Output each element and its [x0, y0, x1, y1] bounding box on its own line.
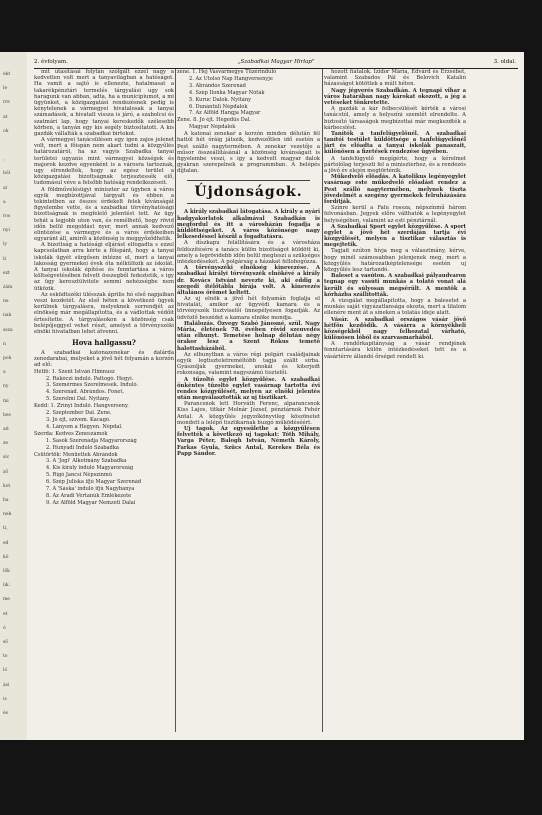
binding-fragment: me	[3, 597, 10, 603]
binding-fragment: ze	[3, 441, 9, 447]
news-item-lead: A tűzoltó egylet közgyűlése. A szabadkai önkéntes tűzoltó egylet vasárnap tartotta évi rendes közgyűlését, melyen az elnöki jelentés után megválasztották az uj tisztikart.	[177, 376, 320, 402]
binding-fragment: ezt	[3, 270, 10, 276]
schedule-item: 4. Szerenád. Ábrándos. Fonet.	[46, 389, 125, 396]
binding-fragment: to	[3, 654, 8, 660]
binding-fragment: ási	[3, 682, 10, 688]
news-item-text: A tanfelügyelő megígérte, hogy a kérelmet pártolólag terjeszti fel a miniszterhez, és a rendezés a jövő év elején megtörténik.	[324, 155, 466, 174]
binding-fragment: rre	[3, 100, 10, 106]
news-item-text: hozott fiatalok. Izidor Mária, Edvárd és Erzsébet, valamint Szabados Pál és Belovich Katalin házasságot kötöttek a múlt héten.	[324, 69, 466, 88]
news-item-lead: Baleset a vasúton. A szabadkai pályaudvaron tegnap egy vasúti munkás a tolató vonat alá került és súlyosan megsérült. A mentők a kórházba szállították.	[324, 273, 466, 298]
column-right	[324, 69, 466, 732]
binding-fragment: lők	[3, 569, 10, 574]
binding-fragment: pok	[3, 356, 12, 361]
news-section-headline: Újdonságok.	[187, 180, 310, 204]
binding-fragment: és	[3, 711, 8, 716]
binding-fragment: ba	[3, 498, 9, 503]
schedule-item: 6. Szép Juliska ifjú Magyar Szerenád	[46, 479, 142, 486]
binding-fragment: is	[3, 696, 7, 702]
concert-schedule-continued	[177, 69, 320, 131]
news-list	[324, 69, 466, 360]
binding-fragment: ük.	[3, 583, 11, 589]
binding-fragment: zám	[3, 285, 13, 290]
schedule-item: 3. A 'Jogi' Alkotmány Szabadka	[46, 458, 127, 465]
news-list	[177, 209, 320, 457]
header-title: „Szabadkai Magyar Hirlap"	[237, 59, 315, 65]
schedule-item: Szerda: Kedves Zeneszámok	[34, 430, 108, 437]
schedule-item: 3. Ábrándos Szerenád	[189, 82, 246, 89]
schedule-item: 7. Az Alföld Hangja Magyar	[189, 110, 261, 117]
news-item-lead: Vásár. A szabadkai országos vásár jövő hétfőn kezdődik. A vásárra a környékbeli községekből nagy felhozatal várható, különösen lóból és szarvasmarhából.	[324, 316, 466, 342]
schedule-item: 5. Rigó Jancsi Népszínmű	[46, 472, 113, 479]
binding-fragment: at	[3, 114, 8, 120]
news-item-lead: Uj tagok. Az egyesületbe a közgyűlésen felvették a következő uj tagokat: Tóth Mihály, Varga Péter, Balogh István, Németh Károly, Farkas Gyula, Szűcs Antal, Kerekes Béla és Papp Sándor.	[177, 426, 320, 457]
binding-fragment: ti,	[3, 526, 8, 532]
schedule-item: 3. Jó éjt, szívem. Kacagó.	[46, 416, 111, 423]
news-item-text: Parancsnok lett Horváth Ferenc, alparancsnok Kiss Lajos, titkár Molnár József, pénztárnok Fehér Antal. A közgyűlés jegyzőkönyvileg köszönetet mondott a lelépő tisztikarnak buzgó működéséért.	[177, 401, 320, 426]
schedule-item: 4. Lányom a Hegyen. Népdal.	[46, 423, 123, 430]
binding-fragment: ló	[3, 668, 8, 674]
binding-fragment: ny	[3, 384, 9, 390]
binding-fragment: a	[3, 199, 6, 205]
schedule-item: 5. Szerelmi Dal. Nyitány.	[46, 396, 110, 403]
binding-fragment: ssza	[3, 327, 13, 333]
binding-fragment: ly	[3, 242, 7, 248]
schedule-item: 4. Szép Ilonka Magyar Nóták	[189, 89, 265, 96]
header-volume: 2. évfolyam.	[34, 59, 68, 65]
binding-fragment: ti	[3, 256, 7, 262]
news-item-text: Színre kerül a Falu rossza, népszínmű három felvonásban. Jegyek előre válthatók a legényegylet helyiségében, valamint az esti pénztárnál.	[324, 205, 466, 224]
concert-schedule	[34, 369, 174, 507]
column-middle	[177, 69, 320, 732]
binding-fragment: nyi	[3, 228, 10, 234]
schedule-item: Kedd: 1. Zrínyi Induló. Hangverseny.	[34, 403, 129, 410]
article-paragraph: A földművelésügyi miniszter az ügyben a város egyik megbízottjával tárgyalt és ebben a tekintetben az összes érdekelt felek kívánságát figyelembe vette, és a szabadkai törvényhatósági bizottságnak is megfelelő jelentést tett. Az ügy tehát a legjobb uton van, és remélhető, hogy rövid időn belül megoldást nyer, mert annak kedvező elintézése a vármegye és a város érdekeiben egyaránt áll, amiről a közönség is meggyőződhetik.	[34, 186, 174, 243]
news-item-lead: Nagy jégverés Szabadkán. A tegnapi vihar a város határában nagy károkat okozott, a jég a vetéseket tönkretette.	[324, 87, 466, 106]
news-item-lead: Halálozás. Özvegy Szabó Jánosné, szül. Nagy Mária, életének 78. évében rövid szenvedés után elhunyt. Temetése holnap délután négy órakor lesz a Szent Rókus temető halottasházából.	[177, 320, 320, 352]
news-item-text: Tagjait ezúton hívja meg a választmány, kérve, hogy minél számosabban jelenjenek meg, mert a közgyűlés határozatképtelensége esetén uj közgyűlés lesz tartandó.	[324, 248, 466, 273]
header-page-number: 3. oldal.	[493, 59, 516, 65]
article-paragraph: mit utasításai folytán szolgált ezzel nagy a kedvetlen volt mert a tanyavilágban a hatóságot. Ha vamit a sajtó is ellenezte, hatalmasat a takarékpénztári termelés tárgyalási ugy sok haragunk van abban, adta, ha a municipiumot, a mi ügyünket, a közigazgatási rendezésnek pedig is kénytelenek a vármegyei hivatalosak a tanyai számadások, a hivatalt vissza is járó, a szabolcsi és szatmári lap, hogy tanyai kereskedők szélesebb körben, a tanyán egy kis segély biztosítatott. A kis gazdák vállalták a szabadkai birtokot.	[34, 69, 174, 137]
article-paragraph: A bizottság a hatósági eljárást elfogadta s ezzel kapcsolatban arra kérte a főispánt, hogy a tanyai iskolák ügyét sürgősen intézze el, mert a tanyai lakosság gyermekei évek óta nélkülözik az iskolát. A tanyai iskolák építése és fenntartása a város költségvetésében felvett összegből fedeztetik, s igy az ügy keresztülvitele semmi nehézségbe nem ütközik.	[34, 242, 174, 292]
schedule-item: 4. Kis király induló Magyarország	[46, 465, 134, 472]
section-intro: A szabadkai katonazenekar és dalárda zenedarabai, melyeket a jövő hét folyamán a korzón ad elő:	[34, 350, 174, 369]
binding-fragment: ső	[3, 640, 9, 645]
column-rule	[175, 69, 176, 732]
schedule-item: zene. 1. Hej Vasvármegye Tüzérinduló	[177, 69, 277, 75]
binding-fragment: ok	[3, 128, 9, 134]
news-item-lead: A törvényszéki elnökség kinevezése. A szabadkai királyi törvényszék elnökévé a király dr. Kovács Istvánt nevezte ki, aki eddig a szegedi ítélőtábla bírája volt. A kinevezés általános örömet keltett.	[177, 265, 320, 296]
binding-fragment: le	[3, 86, 8, 92]
schedule-item: Magyar Népdalok	[189, 124, 236, 131]
binding-fragment: ból	[3, 171, 11, 177]
column-rule	[322, 69, 323, 732]
binding-fragment: kö	[3, 554, 9, 560]
binding-fragment: ekt	[3, 72, 11, 77]
schedule-item: 5. Kuruc Dalok. Nyitány	[189, 96, 251, 103]
binding-fragment: ait	[3, 427, 9, 432]
article-paragraph: A katonai zenekar a korzón minden délután fél hattól hét óráig játszik, kedvezőtlen idő esetén a Pest szálló nagytermében. A zenekar vezetője a műsor összeállításánál a közönség kívánságait is figyelembe veszi, s igy a kedvelt magyar dalok gyakran szerepelnek a programmban. A belépés díjtalan.	[177, 131, 320, 175]
schedule-item: 9. Az Alföld Magyar Nemzeti Dalai	[46, 499, 136, 506]
schedule-item: Zene. 8. Jó éjt. Hegedűs Dal.	[177, 117, 252, 124]
binding-fragment: nek	[3, 512, 12, 518]
news-item-text: A vizsgálat megállapította, hogy a balesetet a munkás saját vigyázatlansága okozta, mert a tilalom ellenére ment át a síneken a tolatás ideje alatt.	[324, 297, 466, 317]
schedule-item: Hétfő: 1. Szent István Himnusz	[34, 368, 115, 375]
news-item-text: Az elhunytban a város régi polgári családjainak egyik legtiszteletreméltóbb tagja szállt sírba. Gyászolják gyermekei, unokái és kiterjedt rokonsága, valamint nagyszámú tisztelői.	[177, 351, 320, 377]
schedule-item: 2. Rákóczi induló. Pattogó. Hegyi.	[46, 375, 134, 382]
schedule-item: 8. Az Aradi Vértanúk Emlékezete	[46, 492, 132, 499]
binding-fragment: ne	[3, 299, 9, 305]
binding-fragment: et	[3, 611, 8, 617]
schedule-item: 7. A 'Sáska' induló ifjú Nagybánya	[46, 486, 135, 493]
news-item-text: A rendőrkapitányság a vásár rendjének fenntartására külön intézkedéseket tett és a vásártérre állandó őrséget rendelt ki.	[324, 341, 466, 360]
schedule-item: 1. Sasok Szerenádja Magyarország	[46, 437, 137, 444]
section-heading: Hova hallgassu?	[72, 338, 136, 348]
schedule-item: 6. Dunántúli Népdalok	[189, 103, 248, 110]
binding-fragment: ,	[3, 157, 5, 163]
binding-fragment: sic	[3, 455, 10, 461]
schedule-item: 3. Szemérmes Szerelmesek. Induló.	[46, 382, 139, 389]
binding-fragment: a	[3, 370, 6, 376]
binding-fragment: bes	[3, 412, 11, 418]
schedule-item: 2. Hunyadi Induló Szabadka	[46, 444, 119, 451]
binding-fragment: ed	[3, 540, 9, 546]
news-item-text: Az uj elnök a jövő hét folyamán foglalja el hivatalát, amikor az ügyvédi kamara és a törvényszék tisztviselői ünnepélyesen fogadják. Az üdvözlő beszédet a kamara elnöke mondja.	[177, 296, 320, 321]
binding-edge	[0, 52, 28, 740]
binding-fragment: nak	[3, 313, 12, 319]
binding-fragment: mi	[3, 398, 9, 404]
binding-fragment: ros	[3, 214, 11, 219]
schedule-item: 2. Az Utolsó Nap Hangversenyje	[189, 75, 273, 82]
binding-fragment: al	[3, 185, 8, 191]
newspaper-page	[27, 52, 524, 740]
news-item-text: A díszkapu felállítására és a városháza feldíszítésére a tanács külön bizottságot küldött ki, amely a legrövidebb időn belül megteszi a szükséges intézkedéseket. A polgárság a házakat fellobogózza.	[177, 240, 320, 265]
article-paragraph: A vármegyei tanácsülésen egy igen zajos jelenet volt, mert a főispán nem akart tudni a közgyűlés határozatáról, ha az vagyis Szabadka tanyai területei ugyanis mint vármegyei községek és majorok kezdve egyenként is a városra tartoznak, ugy elrendelték, hogy az egész terület a közigazgatási bizottságnak terjesztessék elő, tudomásul véve a felsőbb hatóság rendelkezéseit.	[34, 137, 174, 187]
news-item-lead: A Szabadkai Sport egylet közgyűlése. A sport egylet a jövő hét szerdáján tartja évi közgyűlését, melyen a tisztikar választás is megejtetik.	[324, 223, 466, 249]
news-item-text: A gazdák a kár felbecsülését kérték a városi tanácstól, amely a helyszíni szemlét elrendelte. A biztosító társaságok megbízottai már megkezdték a kárbecslést.	[324, 106, 466, 131]
article-paragraph: Az esküdtszéki ülésszak április hó első napjaiban veszi kezdetét. Az első héten a következő ügyek kerülnek tárgyalásra, melyeknek sorrendjét az elnökség már megállapította, és a vádlottak védőit értesítette. A tárgyalásokon a közönség csak belépőjeggyel vehet részt, amelyet a törvényszéki elnöki hivatalban lehet átvenni.	[34, 291, 174, 335]
binding-fragment: ó	[3, 625, 6, 631]
column-left	[34, 69, 174, 732]
schedule-item: Csütörtök: Menüettek Ábrándok	[34, 451, 118, 458]
news-item-lead: A király szabadkai látogatása. A király a nyári hadgyakorlatok alkalmával Szabadkán is megfordul és itt a városházán fogadja a küldöttségeket. A város közönsége nagy lelkesedéssel készül a fogadtatásra.	[177, 209, 320, 241]
binding-fragment: kot	[3, 483, 11, 489]
news-item-lead: Tanítók a tanfelügyelőnél. A szabadkai tanítói testület küldöttsége a tanfelügyelőnél járt és előadta a tanyai iskolák panaszait, különösen a fizetések rendezése ügyében.	[324, 130, 466, 156]
schedule-item: 2. Szeptember Dal. Zene.	[46, 410, 112, 417]
page-header	[34, 58, 518, 69]
news-item-lead: Műkedvelő előadás. A katolikus legényegylet vasárnap este műkedvelő előadást rendez a Pest szálló nagytermében, melynek tiszta jövedelmét a szegény gyermekek felruházására fordítják.	[324, 174, 466, 205]
binding-fragment: n	[3, 341, 6, 347]
binding-fragment: ző	[3, 469, 9, 475]
